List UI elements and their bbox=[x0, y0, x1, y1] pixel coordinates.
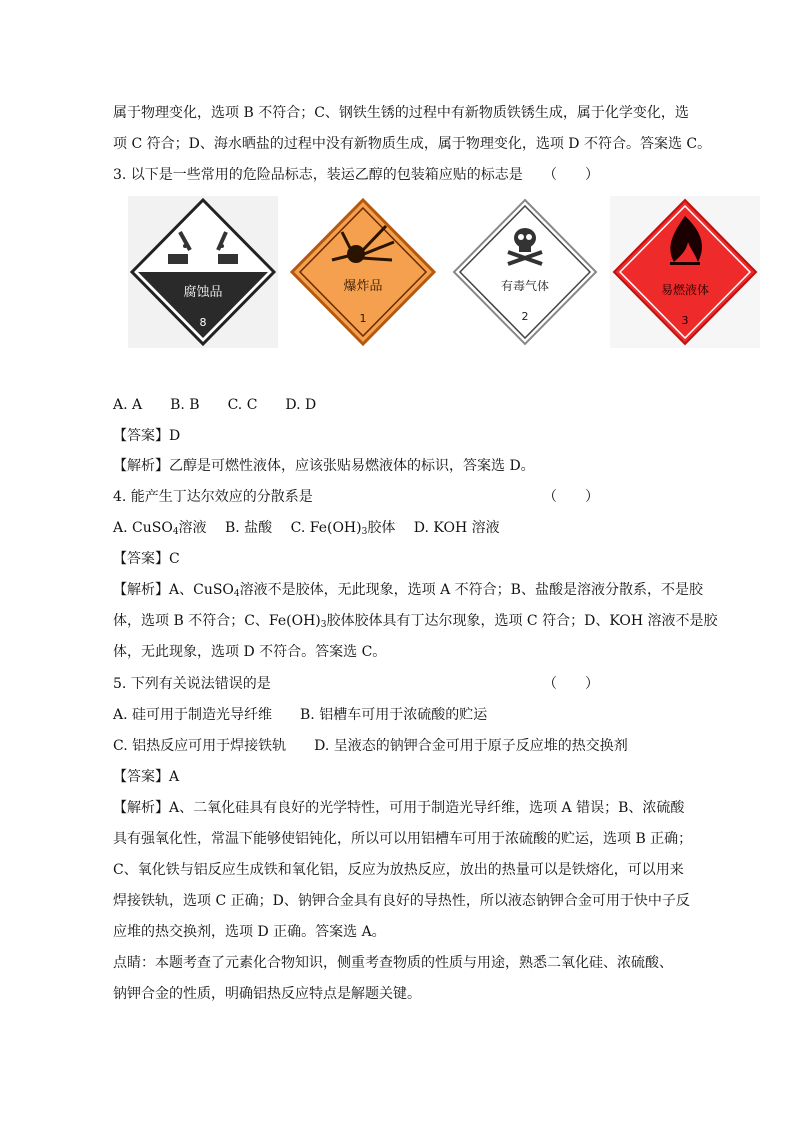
explanation: C、氧化铁与铝反应生成铁和氧化铝，反应为放热反应，放出的热量可以是铁熔化，可以用来 bbox=[113, 862, 684, 878]
sign-number: 3 bbox=[681, 314, 689, 327]
sign-label: 腐蚀品 bbox=[183, 285, 223, 300]
note: 钠钾合金的性质，明确铝热反应特点是解题关键。 bbox=[113, 986, 421, 1002]
explanation: 焊接铁轨，选项 C 正确；D、钠钾合金具有良好的导热性，所以液态钠钾合金可用于快中子反 bbox=[113, 893, 690, 909]
hazard-sign-explosive bbox=[288, 196, 438, 348]
question-4-options: A. CuSO$_4$溶液 B. 盐酸 C. $Fe(OH)_3$胶体 D. KOH 溶液 bbox=[113, 520, 500, 537]
explanation: 【解析】乙醇是可燃性液体，应该张贴易燃液体的标识，答案选 D。 bbox=[113, 458, 535, 474]
skull-icon bbox=[450, 196, 600, 348]
explanation: 具有强氧化性，常温下能够使铝钝化，所以可以用铝槽车可用于浓硫酸的贮运，选项 B 正确； bbox=[113, 831, 693, 847]
hazard-sign-toxic-gas bbox=[450, 196, 600, 348]
hazard-sign-row bbox=[128, 196, 760, 348]
question-5-options: C. 铝热反应可用于焊接铁轨 D. 呈液态的钠钾合金可用于原子反应堆的热交换剂 bbox=[113, 738, 628, 754]
question-5-options: A. 硅可用于制造光导纤维 B. 铝槽车可用于浓硫酸的贮运 bbox=[113, 707, 488, 723]
sign-number: 1 bbox=[359, 312, 367, 325]
note: 点睛：本题考查了元素化合物知识，侧重考查物质的性质与用途，熟悉二氧化硅、浓硫酸、 bbox=[113, 955, 673, 971]
explanation: 体，无此现象，选项 D 不符合。答案选 C。 bbox=[113, 644, 387, 660]
hazard-sign-flammable-liquid bbox=[610, 196, 760, 348]
answer-bracket: （ ） bbox=[543, 676, 599, 692]
answer-bracket: （ ） bbox=[543, 489, 599, 505]
question-4: 4. 能产生丁达尔效应的分散系是 bbox=[113, 489, 313, 505]
question-3: 3. 以下是一些常用的危险品标志，装运乙醇的包装箱应贴的标志是 bbox=[113, 167, 523, 183]
explosion-icon bbox=[288, 196, 438, 348]
explanation: 【解析】A、CuSO$_4$溶液不是胶体，无此现象，选项 A 不符合；B、盐酸是溶液分散系，不是胶 bbox=[113, 582, 703, 599]
question-5: 5. 下列有关说法错误的是 bbox=[113, 676, 271, 692]
question-3-options: A. A B. B C. C D. D bbox=[113, 397, 317, 413]
answer: 【答案】D bbox=[113, 428, 181, 444]
sign-number: 2 bbox=[521, 310, 529, 323]
answer: 【答案】C bbox=[113, 551, 180, 567]
answer-bracket: （ ） bbox=[543, 167, 599, 183]
text-line: 项 C 符合；D、海水晒盐的过程中没有新物质生成，属于物理变化，选项 D 不符合。答案选 C。 bbox=[113, 136, 712, 152]
sign-number: 8 bbox=[199, 316, 207, 329]
hazard-sign-corrosive bbox=[128, 196, 278, 348]
corrosive-icon bbox=[128, 196, 278, 348]
flame-icon bbox=[610, 196, 760, 348]
answer: 【答案】A bbox=[113, 769, 180, 785]
sign-label: 易燃液体 bbox=[660, 283, 710, 297]
explanation: 【解析】A、二氧化硅具有良好的光学特性，可用于制造光导纤维，选项 A 错误；B、浓硫酸 bbox=[113, 800, 685, 816]
text-line: 属于物理变化，选项 B 不符合；C、钢铁生锈的过程中有新物质铁锈生成，属于化学变化，选 bbox=[113, 105, 689, 121]
sign-label: 爆炸品 bbox=[343, 279, 383, 294]
sign-label: 有毒气体 bbox=[500, 279, 550, 293]
explanation: 应堆的热交换剂，选项 D 正确。答案选 A。 bbox=[113, 924, 386, 940]
explanation: 体，选项 B 不符合；C、$Fe(OH)_3$胶体胶体具有丁达尔现象，选项 C 符合；D、KOH 溶液不是胶 bbox=[113, 613, 718, 630]
